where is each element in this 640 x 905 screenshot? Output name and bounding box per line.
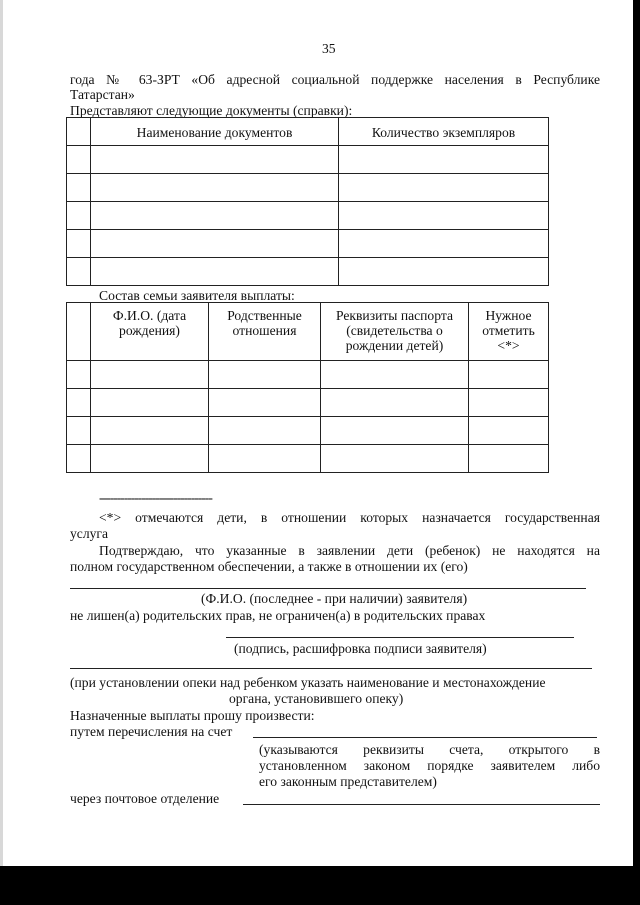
post-office-label: через почтовое отделение (70, 791, 220, 806)
family-index-header (67, 303, 91, 361)
family-passport-header: Реквизиты паспорта (свидетельства о рождении детей) (321, 303, 469, 361)
confirm-line-2: полном государственном обеспечении, а также в отношении их (его) (70, 559, 468, 574)
signature-caption: (подпись, расшифровка подписи заявителя) (234, 641, 487, 656)
account-caption-line-3: его законным представителем) (259, 774, 437, 789)
account-caption-line-2: установленном законом порядке заявителем либо (259, 758, 600, 773)
family-table-header (67, 303, 549, 361)
scan-edge-left (0, 0, 3, 905)
table-row (67, 230, 549, 258)
account-caption-line-1: (указываются реквизиты счета, открытого в (259, 742, 600, 757)
fio-caption: (Ф.И.О. (последнее - при наличии) заявителя) (201, 591, 468, 606)
confirm-line-1: Подтверждаю, что указанные в заявлении дети (ребенок) не находятся на (99, 543, 600, 558)
table-row (67, 174, 549, 202)
table-row (67, 258, 549, 286)
intro-line-1: года № 63-ЗРТ «Об адресной социальной поддержке населения в Республике (70, 72, 600, 87)
page-number: 35 (322, 41, 336, 56)
account-line (253, 737, 597, 738)
guardian-caption-line-2: органа, установившего опеку) (229, 691, 404, 706)
family-mark-header: Нужное отметить <*> (469, 303, 549, 361)
footnote-separator: -------------------------------- (99, 490, 212, 505)
table-row (67, 146, 549, 174)
table-row (67, 361, 549, 389)
table-row (67, 445, 549, 473)
documents-name-header: Наименование документов (91, 118, 339, 146)
rights-statement: не лишен(а) родительских прав, не ограничен(а) в родительских правах (70, 608, 486, 623)
documents-count-header: Количество экземпляров (339, 118, 549, 146)
family-table (66, 302, 549, 473)
table-row (67, 202, 549, 230)
scan-edge-bottom (0, 866, 640, 905)
signature-line (226, 637, 574, 638)
documents-table-header (67, 118, 549, 146)
documents-index-header (67, 118, 91, 146)
family-heading: Состав семьи заявителя выплаты: (99, 288, 295, 303)
documents-heading: Представляют следующие документы (справки): (70, 103, 353, 118)
fio-signature-line (70, 588, 586, 589)
documents-table (66, 117, 549, 286)
guardian-line (70, 668, 592, 669)
post-office-line (243, 804, 600, 805)
table-row (67, 417, 549, 445)
family-fio-header: Ф.И.О. (дата рождения) (91, 303, 209, 361)
footnote-line-2: услуга (70, 526, 109, 541)
table-row (67, 389, 549, 417)
payments-heading: Назначенные выплаты прошу произвести: (70, 708, 315, 723)
family-relation-header: Родственные отношения (209, 303, 321, 361)
transfer-label: путем перечисления на счет (70, 724, 233, 739)
intro-line-2: Татарстан» (70, 87, 135, 102)
scan-edge-right (633, 0, 640, 905)
guardian-caption-line-1: (при установлении опеки над ребенком указать наименование и местонахождение (70, 675, 546, 690)
footnote-line-1: <*> отмечаются дети, в отношении которых назначается государственная (99, 510, 600, 525)
